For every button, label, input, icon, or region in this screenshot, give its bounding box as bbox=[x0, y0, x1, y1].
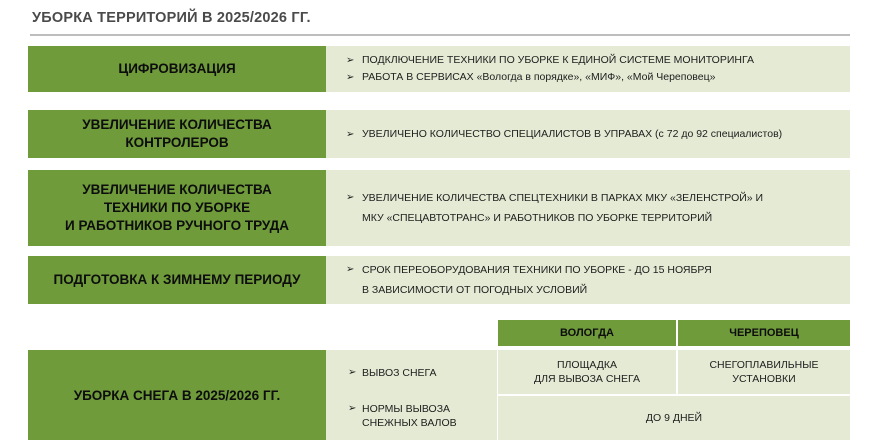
row-label: ЦИФРОВИЗАЦИЯ bbox=[28, 46, 326, 92]
bullet-item: ➢ РАБОТА В СЕРВИСАХ «Вологда в порядке», «МИФ», «Мой Череповец» bbox=[346, 69, 840, 86]
row-controllers bbox=[28, 110, 850, 158]
row-label: УВЕЛИЧЕНИЕ КОЛИЧЕСТВА КОНТРОЛЕРОВ bbox=[28, 110, 326, 158]
arrowhead-right-icon: ➢ bbox=[346, 128, 355, 140]
row-label: ПОДГОТОВКА К ЗИМНЕМУ ПЕРИОДУ bbox=[28, 256, 326, 304]
arrowhead-right-icon: ➢ bbox=[346, 192, 355, 203]
arrowhead-right-icon: ➢ bbox=[348, 403, 357, 414]
arrowhead-right-icon: ➢ bbox=[346, 264, 355, 275]
snow-removal-label: УБОРКА СНЕГА В 2025/2026 ГГ. bbox=[28, 350, 326, 440]
cell-cherepovets-snow-removal: СНЕГОПЛАВИЛЬНЫЕ УСТАНОВКИ bbox=[678, 350, 850, 394]
arrowhead-right-icon: ➢ bbox=[346, 55, 355, 66]
snow-item: ➢ ВЫВОЗ СНЕГА bbox=[348, 367, 437, 379]
snow-item: ➢ НОРМЫ ВЫВОЗА СНЕЖНЫХ ВАЛОВ bbox=[348, 403, 457, 429]
bullet-item: ➢ УВЕЛИЧЕНО КОЛИЧЕСТВО СПЕЦИАЛИСТОВ В УПРАВАХ (с 72 до 92 специалистов) bbox=[346, 126, 840, 143]
bullet-item: ➢ УВЕЛИЧЕНИЕ КОЛИЧЕСТВА СПЕЦТЕХНИКИ В ПАРКАХ МКУ «ЗЕЛЕНСТРОЙ» И МКУ «СПЕЦАВТОТРАНС» И РАБОТНИКОВ ПО УБОРКЕ ТЕРРИТОРИЙ bbox=[346, 188, 840, 228]
row-content bbox=[326, 110, 850, 158]
bullet-item: ➢ ПОДКЛЮЧЕНИЕ ТЕХНИКИ ПО УБОРКЕ К ЕДИНОЙ СИСТЕМЕ МОНИТОРИНГА bbox=[346, 52, 840, 69]
row-content bbox=[326, 256, 850, 304]
cell-vologda-snow-removal: ПЛОЩАДКА ДЛЯ ВЫВОЗА СНЕГА bbox=[498, 350, 676, 394]
page-title: УБОРКА ТЕРРИТОРИЙ В 2025/2026 ГГ. bbox=[32, 10, 311, 26]
row-winter-preparation bbox=[28, 256, 850, 304]
row-digitalization bbox=[28, 46, 850, 92]
title-divider bbox=[30, 34, 850, 36]
column-header-vologda: ВОЛОГДА bbox=[498, 320, 676, 346]
column-header-cherepovets: ЧЕРЕПОВЕЦ bbox=[678, 320, 850, 346]
arrowhead-right-icon: ➢ bbox=[348, 367, 357, 378]
row-label: УВЕЛИЧЕНИЕ КОЛИЧЕСТВА ТЕХНИКИ ПО УБОРКЕ И РАБОТНИКОВ РУЧНОГО ТРУДА bbox=[28, 170, 326, 246]
row-content bbox=[326, 46, 850, 92]
cell-snow-bank-norms: ДО 9 ДНЕЙ bbox=[498, 396, 850, 440]
arrowhead-right-icon: ➢ bbox=[346, 72, 355, 83]
snow-items-column bbox=[326, 350, 497, 440]
row-content bbox=[326, 170, 850, 246]
row-equipment-workers bbox=[28, 170, 850, 246]
bullet-item: ➢ СРОК ПЕРЕОБОРУДОВАНИЯ ТЕХНИКИ ПО УБОРКЕ - ДО 15 НОЯБРЯ В ЗАВИСИМОСТИ ОТ ПОГОДНЫХ УСЛОВИЙ bbox=[346, 260, 840, 300]
